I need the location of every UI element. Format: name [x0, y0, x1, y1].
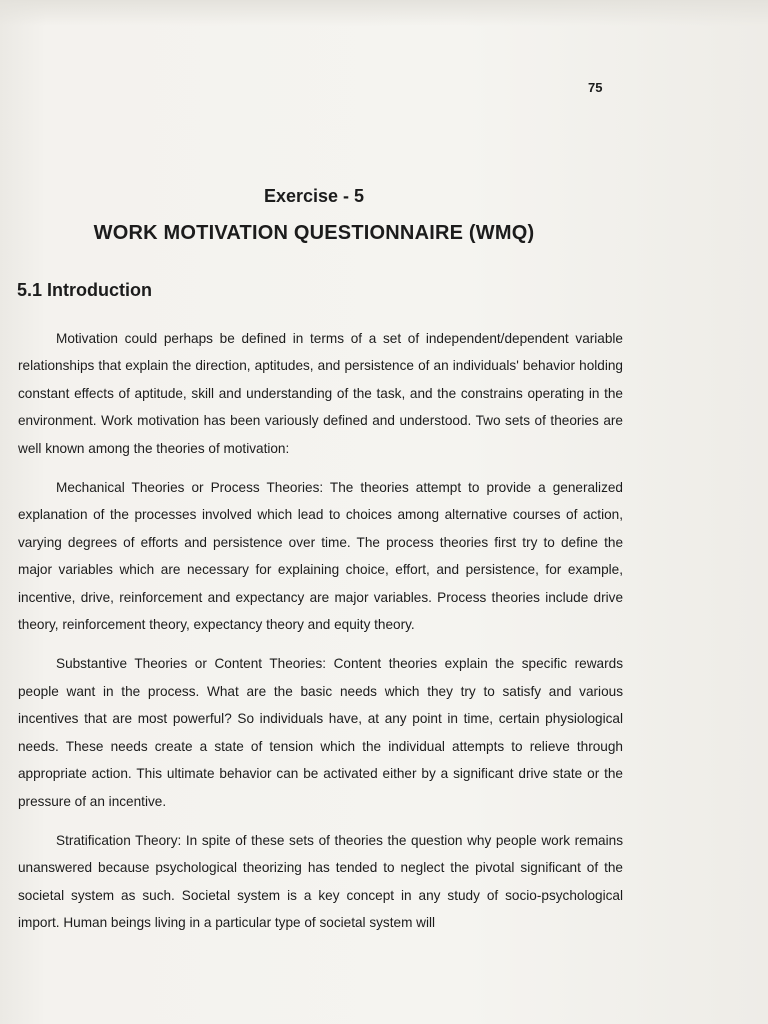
section-heading: 5.1 Introduction	[17, 280, 152, 300]
paragraph-stratification-theory: Stratification Theory: In spite of these sets of theories the question why people work remains unanswered because psychological theorizing has tended to neglect the pivotal significant of the societal system as such. Societal system is a key concept in any study of socio-psychological import. Human beings living in a particular type of societal system will	[18, 832, 623, 931]
page-title: WORK MOTIVATION QUESTIONNAIRE (WMQ)	[93, 222, 535, 244]
exercise-label: Exercise - 5	[263, 186, 365, 206]
body-text	[18, 325, 623, 937]
paragraph-process-theories: Mechanical Theories or Process Theories: The theories attempt to provide a generalized explanation of the processes involved which lead to choices among alternative courses of action, varying degrees of efforts and persistence over time. The process theories first try to define the major variables which are necessary for explaining choice, effort, and persistence, for example, incentive, drive, reinforcement and expectancy are major variables. Process theories include drive theory, reinforcement theory, expectancy theory and equity theory.	[18, 480, 623, 633]
page-top-edge	[0, 0, 768, 26]
paragraph-content-theories: Substantive Theories or Content Theories: Content theories explain the specific rewards people want in the process. What are the basic needs which they try to satisfy and various incentives that are most powerful? So individuals have, at any point in time, certain physiological needs. These needs create a state of tension which the individual attempts to relieve through appropriate action. This ultimate behavior can be activated either by a significant drive state or the pressure of an incentive.	[18, 656, 623, 809]
page-number: 75	[588, 80, 603, 95]
paragraph-motivation-definition: Motivation could perhaps be defined in terms of a set of independent/dependent variable relationships that explain the direction, aptitudes, and persistence of an individuals' behavior holding constant effects of aptitude, skill and understanding of the task, and the constrains operating in the environment. Work motivation has been variously defined and understood. Two sets of theories are well known among the theories of motivation:	[18, 331, 623, 456]
